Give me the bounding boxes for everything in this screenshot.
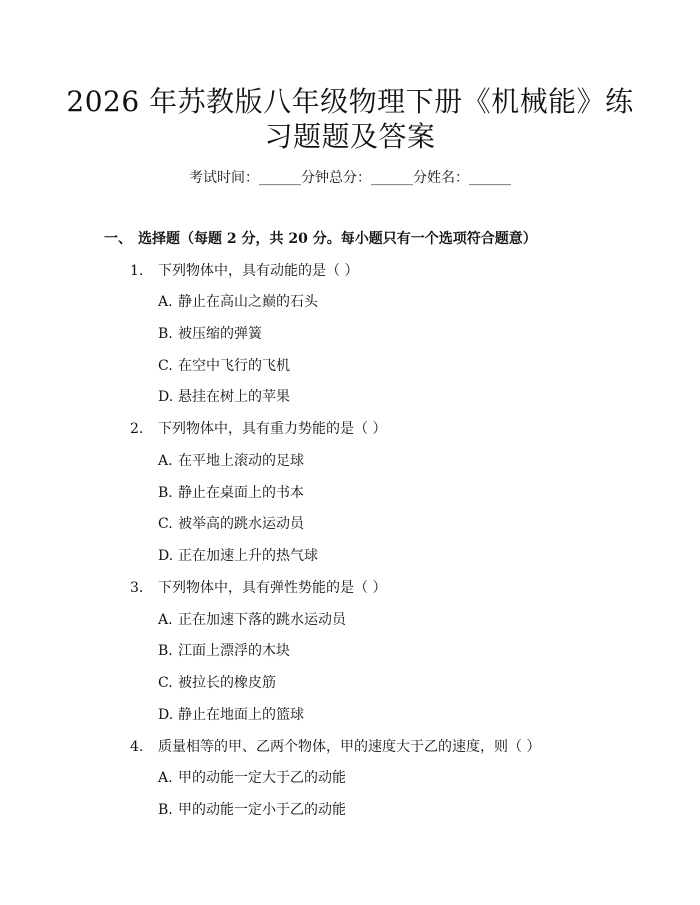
option-3b xyxy=(158,641,290,661)
option-text: 静止在地面上的篮球 xyxy=(178,707,304,723)
question-text: 下列物体中，具有弹性势能的是（ ） xyxy=(158,580,387,596)
section-heading xyxy=(104,229,537,249)
option-text: 甲的动能一定小于乙的动能 xyxy=(178,802,346,818)
option-text: 甲的动能一定大于乙的动能 xyxy=(178,770,346,786)
option-text: 在平地上滚动的足球 xyxy=(178,453,304,469)
question-text: 质量相等的甲、乙两个物体，甲的速度大于乙的速度，则（ ） xyxy=(158,739,541,755)
option-2b xyxy=(158,483,304,503)
question-2 xyxy=(130,419,386,439)
option-text: 被拉长的橡皮筋 xyxy=(178,675,276,691)
option-text: 被举高的跳水运动员 xyxy=(178,516,304,532)
option-3a xyxy=(158,610,346,630)
section-number: 一、 xyxy=(104,231,132,247)
option-1a xyxy=(158,292,318,312)
option-letter: B. xyxy=(158,326,173,342)
option-2d xyxy=(158,546,318,566)
question-3 xyxy=(130,578,386,598)
option-letter: A. xyxy=(158,294,173,310)
option-letter: B. xyxy=(158,643,173,659)
question-text: 下列物体中，具有动能的是（ ） xyxy=(158,263,359,279)
option-letter: A. xyxy=(158,612,173,628)
option-letter: D. xyxy=(158,548,174,564)
option-1c xyxy=(158,356,290,376)
student-name-field: 姓名：______ xyxy=(427,170,511,186)
section-title: 选择题（每题 2 分，共 20 分。每小题只有一个选项符合题意） xyxy=(138,231,537,247)
option-letter: C. xyxy=(158,516,173,532)
option-text: 正在加速下落的跳水运动员 xyxy=(178,612,346,628)
option-text: 在空中飞行的飞机 xyxy=(178,358,290,374)
question-number: 4. xyxy=(130,739,144,755)
option-1b xyxy=(158,324,262,344)
option-letter: C. xyxy=(158,358,173,374)
option-2a xyxy=(158,451,304,471)
option-4b xyxy=(158,800,346,820)
option-4a xyxy=(158,768,346,788)
option-text: 被压缩的弹簧 xyxy=(178,326,262,342)
document-title-line-1: 2026 年苏教版八年级物理下册《机械能》练 xyxy=(66,85,634,118)
question-1 xyxy=(130,261,358,281)
question-number: 2. xyxy=(130,421,144,437)
option-text: 正在加速上升的热气球 xyxy=(178,548,318,564)
option-letter: B. xyxy=(158,802,173,818)
exam-info-line xyxy=(0,168,700,188)
option-letter: D. xyxy=(158,389,174,405)
option-2c xyxy=(158,514,304,534)
option-letter: B. xyxy=(158,485,173,501)
question-4 xyxy=(130,737,540,757)
option-text: 悬挂在树上的苹果 xyxy=(178,389,290,405)
option-letter: C. xyxy=(158,675,173,691)
option-text: 江面上漂浮的木块 xyxy=(178,643,290,659)
document-title-line-2: 习题题及答案 xyxy=(264,120,436,153)
option-text: 静止在桌面上的书本 xyxy=(178,485,304,501)
question-number: 3. xyxy=(130,580,144,596)
option-text: 静止在高山之巅的石头 xyxy=(178,294,318,310)
option-3d xyxy=(158,705,304,725)
option-letter: A. xyxy=(158,770,173,786)
total-score-field: 总分：______分 xyxy=(329,170,427,186)
question-text: 下列物体中，具有重力势能的是（ ） xyxy=(158,421,387,437)
question-number: 1. xyxy=(130,263,144,279)
option-3c xyxy=(158,673,276,693)
option-letter: A. xyxy=(158,453,173,469)
option-letter: D. xyxy=(158,707,174,723)
exam-time-field: 考试时间：______分钟 xyxy=(189,170,329,186)
option-1d xyxy=(158,387,290,407)
